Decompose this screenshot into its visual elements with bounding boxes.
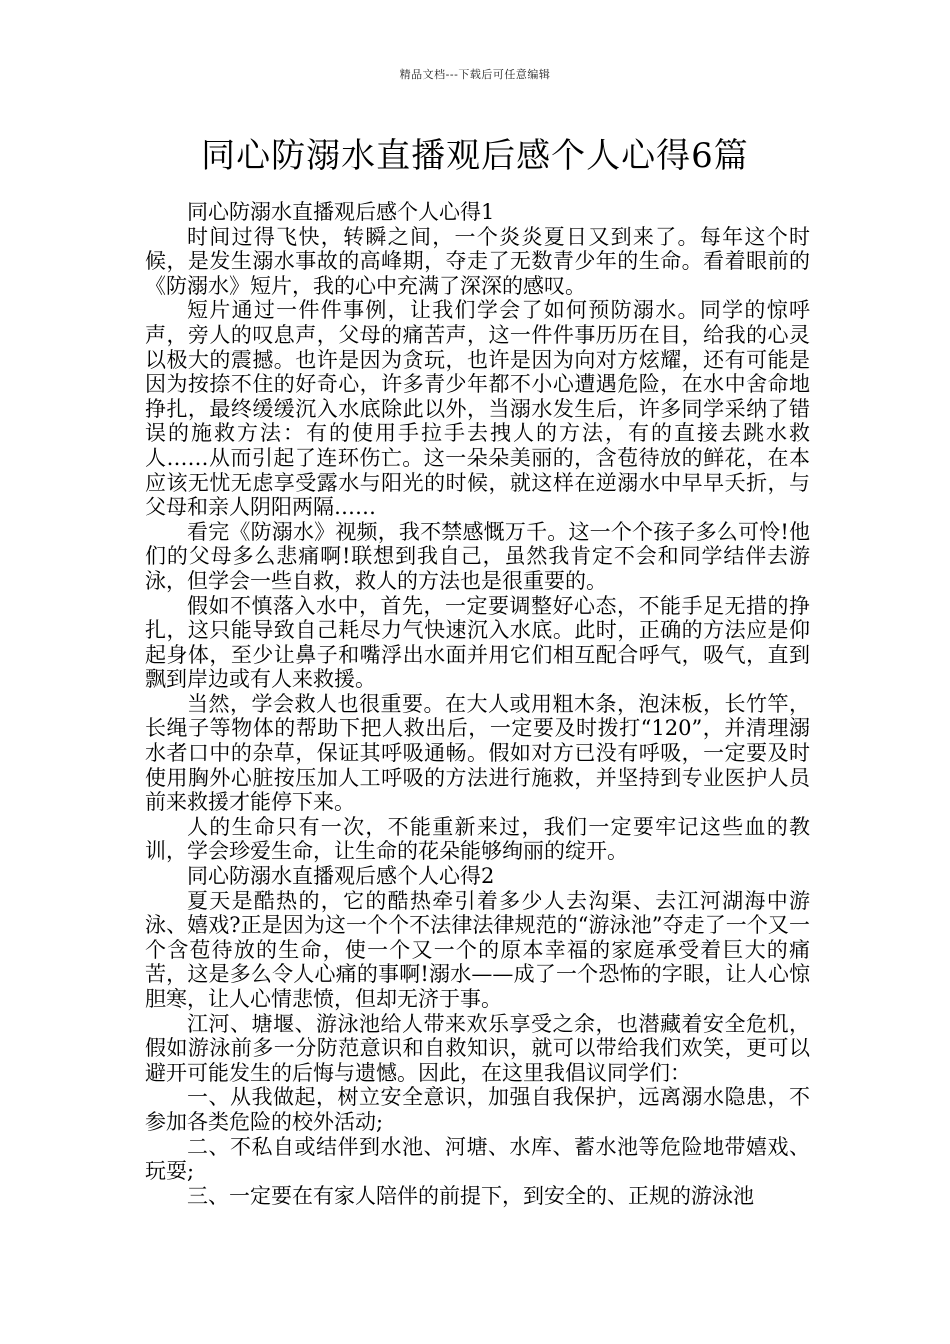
paragraph: 短片通过一件件事例，让我们学会了如何预防溺水。同学的惊呼声，旁人的叹息声，父母的痛苦声，这一件件事历历在目，给我的心灵以极大的震撼。也许是因为贪玩，也许是因为向对方炫耀，还有可能是因为按捺不住的好奇心，许多青少年都不小心遭遇危险，在水中舍命地挣扎，最终缓缓沉入水底除此以外，当溺水发生后，许多同学采纳了错误的施救方法：有的使用手拉手去拽人的方法，有的直接去跳水救人……从而引起了连环伤亡。这一朵朵美丽的，含苞待放的鲜花，在本应该无忧无虑享受露水与阳光的时候，就这样在逆溺水中早早夭折，与父母和亲人阴阳两隔…… xyxy=(145,298,810,520)
list-item: 一、从我做起，树立安全意识，加强自我保护，远离溺水隐患，不参加各类危险的校外活动; xyxy=(145,1085,810,1134)
section-heading: 同心防溺水直播观后感个人心得1 xyxy=(187,200,495,224)
paragraph: 假如不慎落入水中，首先，一定要调整好心态，不能手足无措的挣扎，这只能导致自己耗尽力气快速沉入水底。此时，正确的方法应是仰起身体，至少让鼻子和嘴浮出水面并用它们相互配合呼气，吸气，直到飘到岸边或有人来救援。 xyxy=(145,593,810,692)
document-body xyxy=(145,200,810,1208)
list-item: 三、一定要在有家人陪伴的前提下，到安全的、正规的游泳池 xyxy=(187,1183,754,1208)
paragraph: 人的生命只有一次，不能重新来过，我们一定要牢记这些血的教训，学会珍爱生命，让生命的花朵能够绚丽的绽开。 xyxy=(145,814,810,864)
header-note: 精品文档---下载后可任意编辑 xyxy=(399,68,551,81)
paragraph: 时间过得飞快，转瞬之间，一个炎炎夏日又到来了。每年这个时候，是发生溺水事故的高峰期，夺走了无数青少年的生命。看着眼前的《防溺水》短片，我的心中充满了深深的感叹。 xyxy=(145,224,810,298)
paragraph: 夏天是酷热的，它的酷热牵引着多少人去沟渠、去江河湖海中游泳、嬉戏?正是因为这一个个不法律法律规范的“游泳池”夺走了一个又一个含苞待放的生命，使一个又一个的原本幸福的家庭承受着巨大的痛苦，这是多么令人心痛的事啊!溺水——成了一个恐怖的字眼，让人心惊胆寒，让人心情悲愤，但却无济于事。 xyxy=(145,888,810,1011)
section-heading: 同心防溺水直播观后感个人心得2 xyxy=(187,864,495,889)
paragraph: 当然，学会救人也很重要。在大人或用粗木条，泡沫板，长竹竿，长绳子等物体的帮助下把人救出后，一定要及时拨打“120”，并清理溺水者口中的杂草，保证其呼吸通畅。假如对方已没有呼吸，一定要及时使用胸外心脏按压加人工呼吸的方法进行施救，并坚持到专业医护人员前来救援才能停下来。 xyxy=(145,691,810,815)
paragraph: 江河、塘堰、游泳池给人带来欢乐享受之余，也潜藏着安全危机，假如游泳前多一分防范意识和自救知识，就可以带给我们欢笑，更可以避开可能发生的后悔与遗憾。因此，在这里我倡议同学们： xyxy=(145,1011,810,1085)
paragraph: 看完《防溺水》视频，我不禁感慨万千。这一个个孩子多么可怜!他们的父母多么悲痛啊!联想到我自己，虽然我肯定不会和同学结伴去游泳，但学会一些自救，救人的方法也是很重要的。 xyxy=(145,519,810,593)
document-title: 同心防溺水直播观后感个人心得6篇 xyxy=(201,136,749,176)
list-item: 二、不私自或结伴到水池、河塘、水库、蓄水池等危险地带嬉戏、玩耍; xyxy=(145,1134,810,1184)
